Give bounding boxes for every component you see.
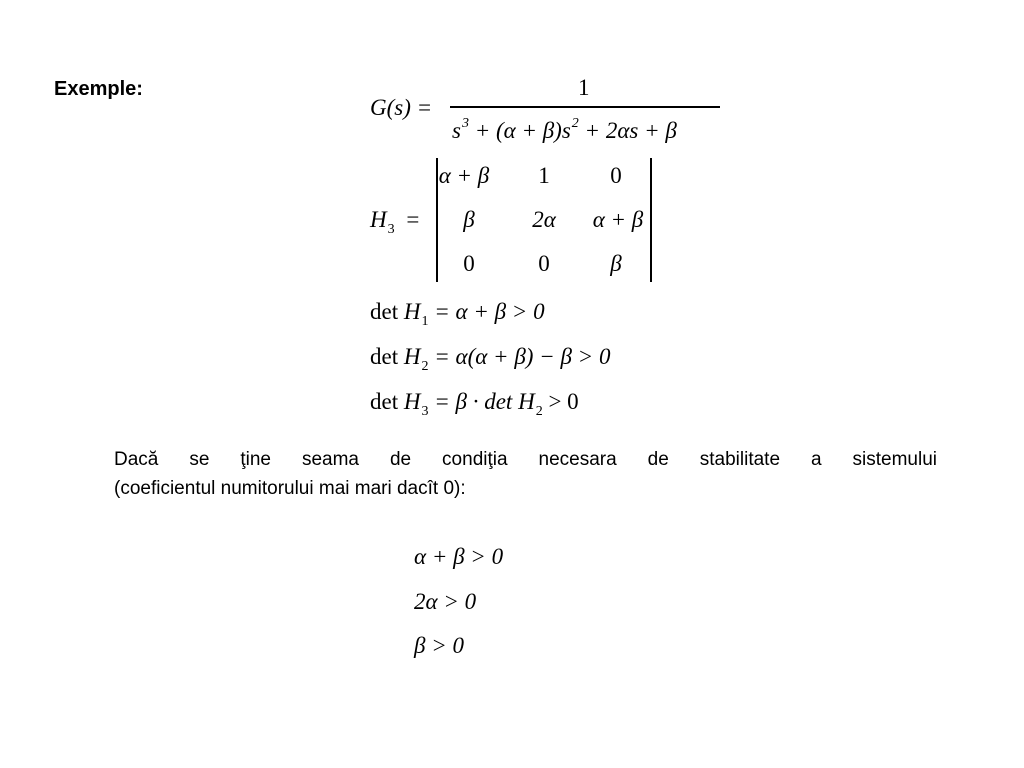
matrix-cell: β [463, 207, 475, 232]
determinant-3 [370, 389, 579, 419]
matrix-cell: 0 [538, 251, 550, 276]
matrix-cell: α + β [592, 207, 644, 232]
condition-3: β > 0 [414, 633, 464, 658]
det-prefix: det [370, 389, 399, 414]
paragraph-line-2: (coeficientul numitorului mai mari dacît 0): [114, 478, 466, 499]
det-prefix: det [370, 344, 399, 369]
matrix-cell: 2α [532, 207, 556, 232]
paragraph-line-1: Dacă se ţine seama de condiţia necesara de stabilitate a sistemului [114, 449, 937, 470]
denominator-term: s [452, 118, 461, 143]
det-prefix: det [370, 299, 399, 324]
denominator-term: + (α + β)s [468, 118, 571, 143]
det-index: 2 [421, 359, 429, 374]
det-index: 3 [421, 404, 429, 419]
determinant-1 [370, 299, 545, 329]
det-rhs: = α + β > 0 [434, 299, 545, 324]
matrix-cell: α + β [438, 163, 490, 188]
hurwitz-symbol: H [370, 207, 387, 232]
matrix-cell: β [610, 251, 622, 276]
determinant-2 [370, 344, 611, 374]
condition-2: 2α > 0 [414, 589, 477, 614]
transfer-function-lhs: G(s) = [370, 95, 433, 120]
det-tail-index: 2 [535, 404, 543, 419]
transfer-function-numerator: 1 [578, 75, 590, 100]
matrix-cell: 1 [538, 163, 550, 188]
det-index: 1 [421, 314, 429, 329]
denominator-term: + 2αs + β [578, 118, 677, 143]
det-symbol: H [403, 344, 421, 369]
hurwitz-index: 3 [387, 222, 395, 237]
section-heading: Exemple: [54, 78, 143, 100]
matrix-cell: 0 [463, 251, 475, 276]
condition-1: α + β > 0 [414, 544, 504, 569]
hurwitz-lhs [370, 207, 420, 237]
det-tail-rhs: > 0 [548, 389, 579, 414]
explanation-paragraph [114, 445, 937, 503]
det-rhs: = β · det [434, 389, 513, 414]
det-rhs: = α(α + β) − β > 0 [434, 344, 611, 369]
fraction-line [450, 106, 720, 108]
det-tail-symbol: H [518, 389, 535, 414]
denominator-exponent: 2 [571, 116, 579, 131]
transfer-function-denominator [452, 116, 677, 143]
det-symbol: H [403, 299, 421, 324]
hurwitz-equals: = [406, 207, 420, 232]
denominator-exponent: 3 [461, 116, 469, 131]
matrix-cell: 0 [610, 163, 622, 188]
det-symbol: H [403, 389, 421, 414]
